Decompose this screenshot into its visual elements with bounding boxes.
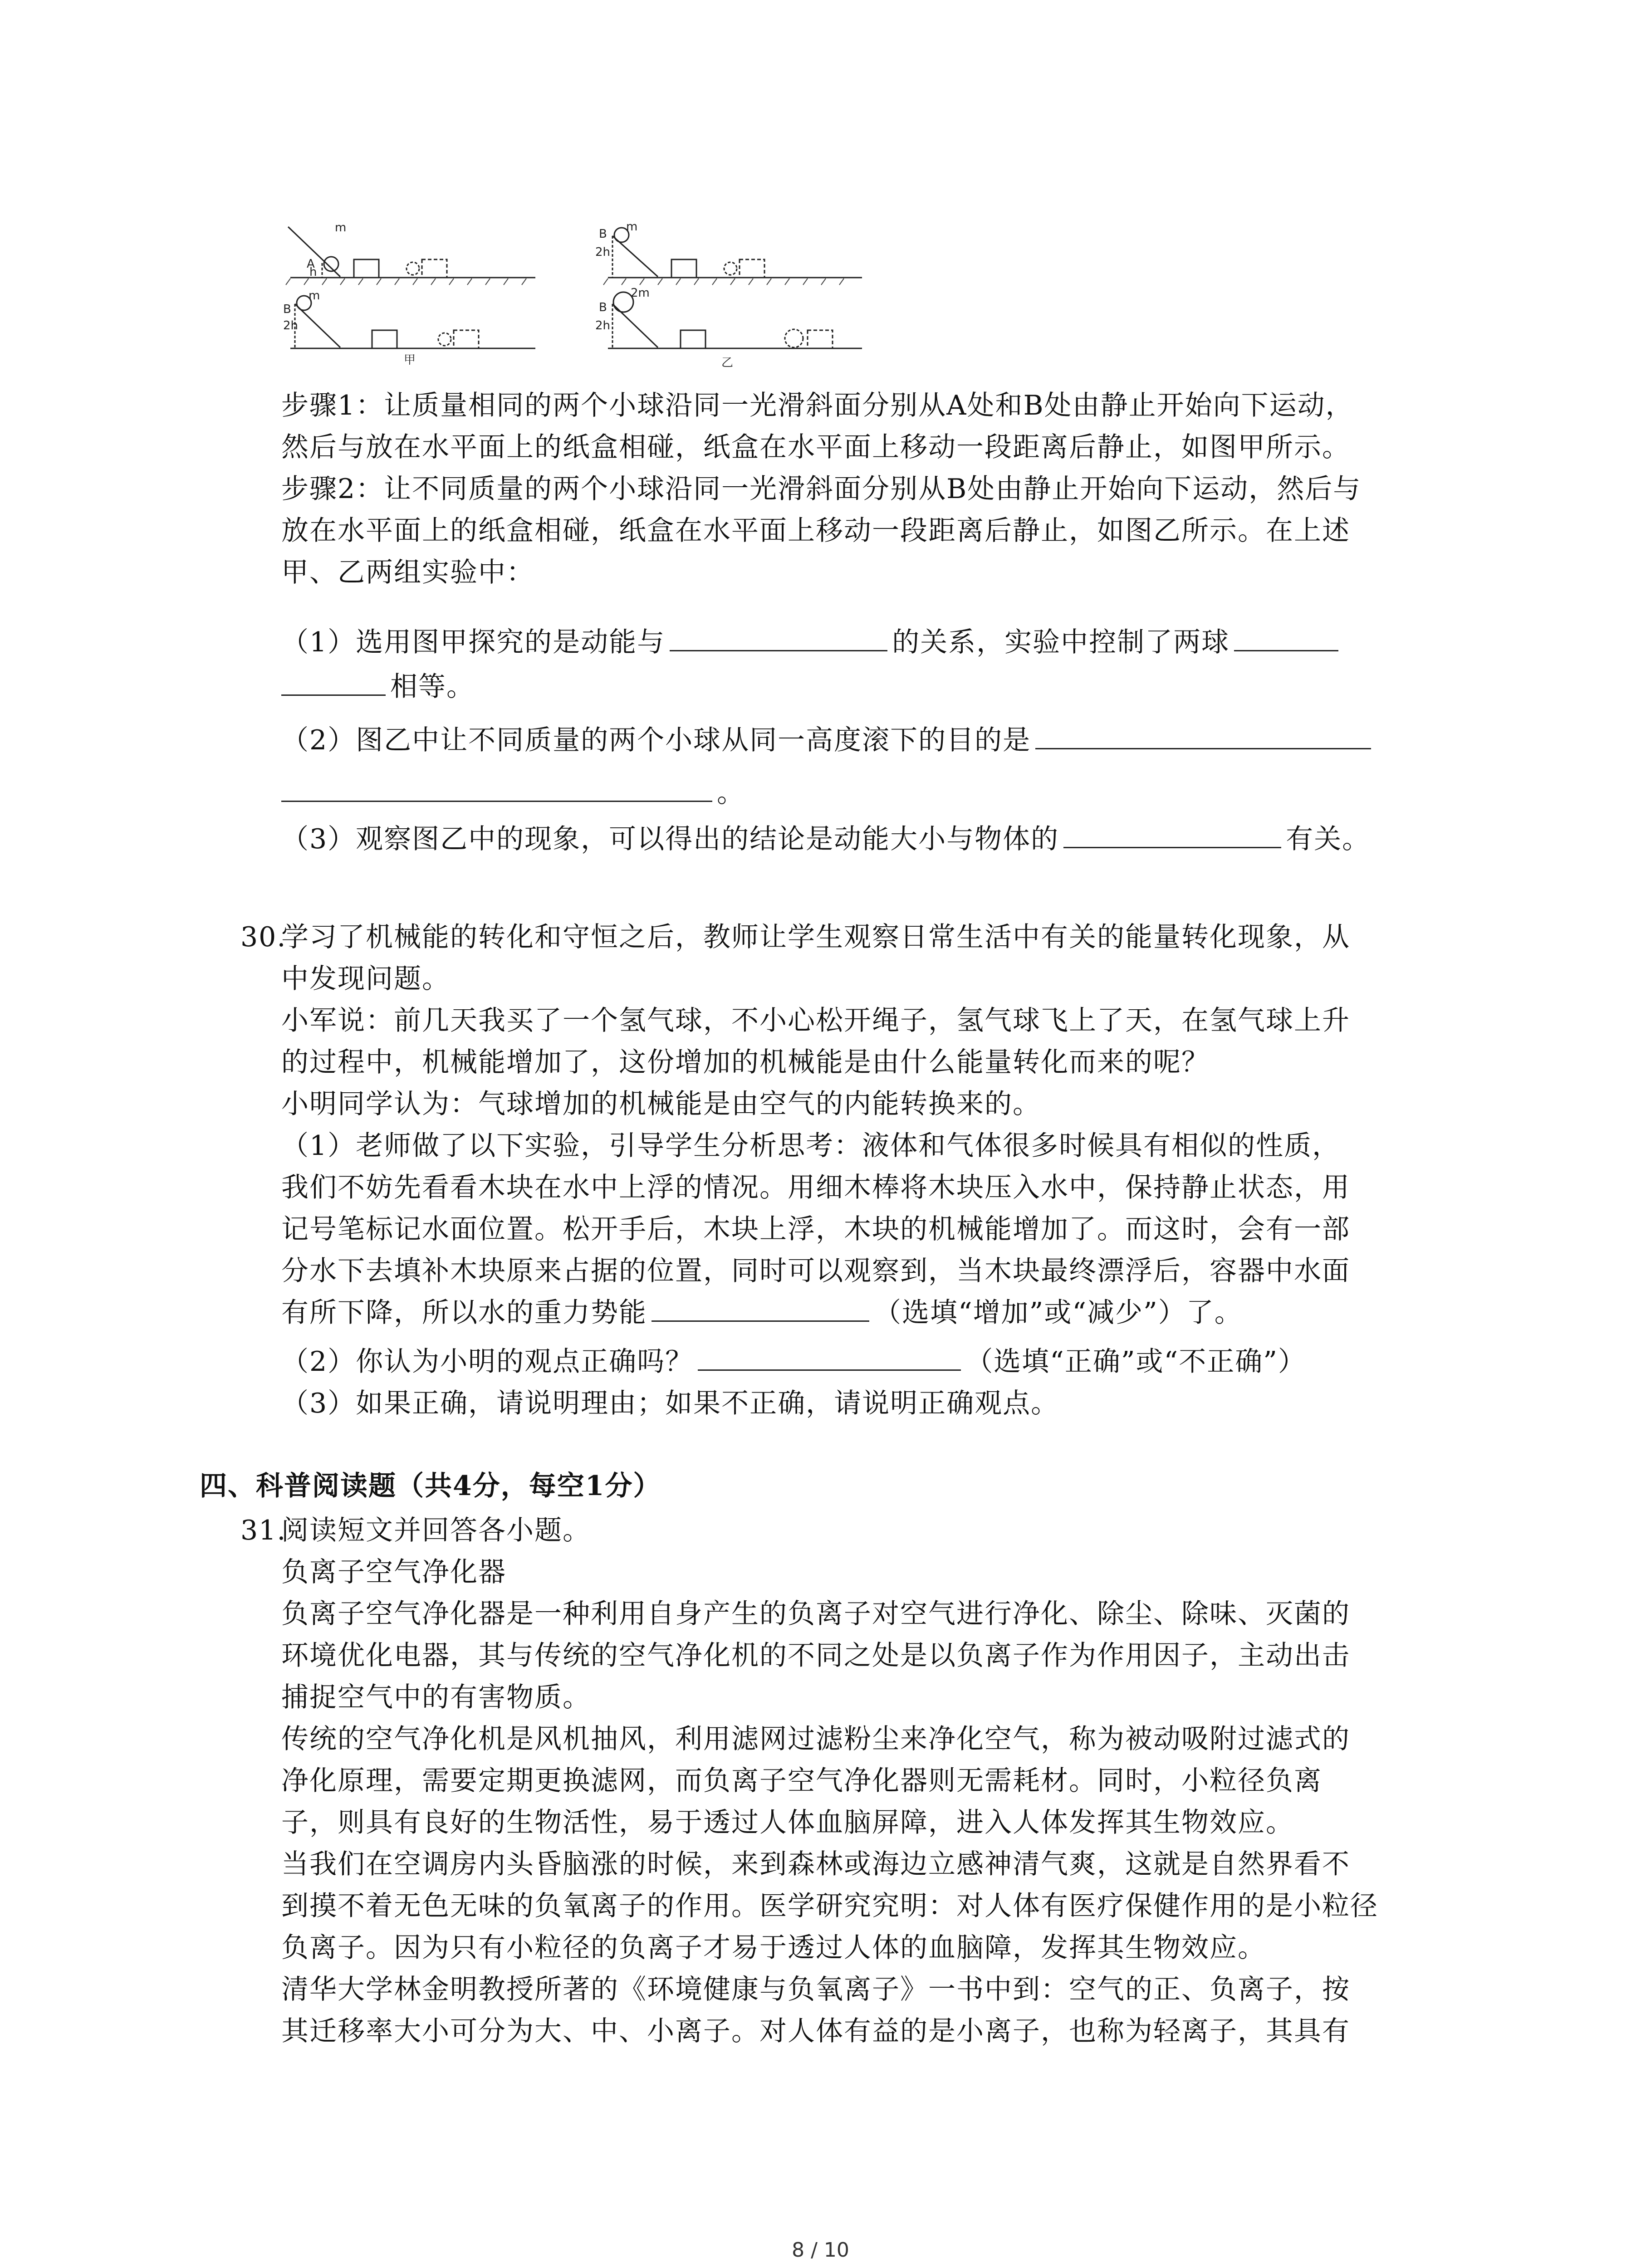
q31-para3-line2: 到摸不着无色无味的负氧离子的作用。医学研究究明：对人体有医疗保健作用的是小粒径: [281, 1890, 1378, 1922]
q29-sub3-text-b: 有关。: [1286, 823, 1371, 855]
answer-blank-3[interactable]: [281, 672, 386, 696]
label-h: h: [309, 265, 317, 279]
label-m-3: m: [626, 222, 638, 234]
q31-para2-line1: 传统的空气净化机是风机抽风，利用滤网过滤粉尘来净化空气，称为被动吸附过滤式的: [281, 1723, 1350, 1755]
answer-blank-4[interactable]: [1035, 725, 1371, 749]
label-2m: 2m: [631, 286, 650, 300]
q31-para2-line2: 净化原理，需要定期更换滤网，而负离子空气净化器则无需耗材。同时，小粒径负离: [281, 1765, 1322, 1797]
q29-sub2-line2: [277, 777, 745, 809]
q29-sub1-line2: [277, 670, 475, 703]
q31-para3-line3: 负离子。因为只有小粒径的负离子才易于透过人体的血脑障，发挥其生物效应。: [281, 1932, 1266, 1964]
q30-xiaojun-line1: 小军说：前几天我买了一个氢气球，不小心松开绳子，氢气球飞上了天，在氢气球上升: [281, 1005, 1350, 1036]
q29-step1-line1: 步骤1：让质量相同的两个小球沿同一光滑斜面分别从A处和B处由静止开始向下运动，: [281, 390, 1354, 421]
q29-step2-line1: 步骤2：让不同质量的两个小球沿同一光滑斜面分别从B处由静止开始向下运动，然后与: [281, 473, 1362, 505]
label-A: A: [307, 257, 315, 271]
q30-sub3: （3）如果正确，请说明理由；如果不正确，请说明正确观点。: [281, 1388, 1059, 1419]
q30-sub1-line3: 记号笔标记水面位置。松开手后，木块上浮，木块的机械能增加了。而这时，会有一部: [281, 1213, 1350, 1245]
section4-title: 四、科普阅读题（共4分，每空1分）: [200, 1470, 661, 1502]
answer-blank-8[interactable]: [698, 1347, 961, 1371]
q31-para3-line1: 当我们在空调房内头昏脑涨的时候，来到森林或海边立感神清气爽，这就是自然界看不: [281, 1848, 1350, 1880]
q31-para4-line2: 其迁移率大小可分为大、中、小离子。对人体有益的是小离子，也称为轻离子，其具有: [281, 2015, 1350, 2047]
label-m-1: m: [335, 222, 347, 235]
q31-para2-line3: 子，则具有良好的生物活性，易于透过人体血脑屏障，进入人体发挥其生物效应。: [281, 1807, 1294, 1838]
q29-sub3-text-a: （3）观察图乙中的现象，可以得出的结论是动能大小与物体的: [281, 823, 1059, 855]
incline-ball-diagrams: [281, 222, 871, 367]
q30-sub1-line5: [281, 1296, 1243, 1329]
figure-label-jia: 甲: [404, 353, 416, 367]
q29-step2-line2: 放在水平面上的纸盒相碰，纸盒在水平面上移动一段距离后静止，如图乙所示。在上述: [281, 515, 1350, 547]
figure-label-yi: 乙: [721, 356, 734, 367]
label-2h-2: 2h: [595, 245, 611, 259]
label-m-2: m: [309, 289, 320, 303]
q31-para1-line2: 环境优化电器，其与传统的空气净化机的不同之处是以负离子作为作用因子，主动出击: [281, 1640, 1350, 1672]
q30-intro-line1: 学习了机械能的转化和守恒之后，教师让学生观察日常生活中有关的能量转化现象，从: [281, 921, 1350, 953]
q29-step2-line3: 甲、乙两组实验中：: [281, 557, 534, 588]
q30-sub1-line4: 分水下去填补木块原来占据的位置，同时可以观察到，当木块最终漂浮后，容器中水面: [281, 1255, 1350, 1287]
q29-sub1-text-a: （1）选用图甲探究的是动能与: [281, 626, 666, 658]
q30-sub1-line1: （1）老师做了以下实验，引导学生分析思考：液体和气体很多时候具有相似的性质，: [281, 1130, 1341, 1162]
answer-blank-7[interactable]: [652, 1298, 869, 1322]
q29-sub1-line1: [281, 626, 1343, 659]
answer-blank-1[interactable]: [670, 627, 887, 651]
q29-sub2-line1: [281, 724, 1376, 757]
experiment-figure: [281, 222, 871, 367]
q31-article-title: 负离子空气净化器: [281, 1556, 506, 1588]
label-2h-1: 2h: [283, 319, 299, 332]
answer-blank-5[interactable]: [281, 778, 712, 802]
q30-sub1-text-a: 有所下降，所以水的重力势能: [281, 1297, 647, 1329]
q31-intro: 阅读短文并回答各小题。: [281, 1515, 591, 1546]
q29-sub2-text-b: 。: [717, 777, 745, 809]
label-2h-3: 2h: [595, 319, 611, 332]
answer-blank-2[interactable]: [1234, 627, 1338, 651]
label-B-2: B: [599, 227, 607, 241]
q31-para1-line1: 负离子空气净化器是一种利用自身产生的负离子对空气进行净化、除尘、除味、灭菌的: [281, 1598, 1350, 1630]
label-B-3: B: [599, 301, 607, 314]
q29-sub3-line: [281, 823, 1370, 855]
label-B-1: B: [283, 303, 291, 316]
q31-number: 31.: [240, 1515, 287, 1546]
q30-sub2-text-a: （2）你认为小明的观点正确吗？: [281, 1346, 694, 1378]
q29-sub2-text-a: （2）图乙中让不同质量的两个小球从同一高度滚下的目的是: [281, 724, 1031, 756]
q30-xiaoming: 小明同学认为：气球增加的机械能是由空气的内能转换来的。: [281, 1088, 1041, 1120]
q29-sub1-text-c: 相等。: [390, 671, 475, 703]
q30-sub2-text-b: （选填“正确”或“不正确”）: [965, 1346, 1306, 1378]
q31-para4-line1: 清华大学林金明教授所著的《环境健康与负氧离子》一书中到：空气的正、负离子，按: [281, 1974, 1350, 2005]
q30-sub1-line2: 我们不妨先看看木块在水中上浮的情况。用细木棒将木块压入水中，保持静止状态，用: [281, 1172, 1350, 1203]
q30-sub2-line: [281, 1345, 1306, 1378]
q30-number: 30.: [240, 921, 287, 953]
q30-sub1-text-b: （选填“增加”或“减少”）了。: [874, 1297, 1243, 1329]
q29-sub1-text-b: 的关系，实验中控制了两球: [892, 626, 1230, 658]
q29-step1-line2: 然后与放在水平面上的纸盒相碰，纸盒在水平面上移动一段距离后静止，如图甲所示。: [281, 431, 1350, 463]
answer-blank-6[interactable]: [1063, 824, 1281, 848]
q31-para1-line3: 捕捉空气中的有害物质。: [281, 1681, 591, 1713]
q30-intro-line2: 中发现问题。: [281, 963, 450, 995]
page-number: 8 / 10: [792, 2239, 849, 2262]
q30-xiaojun-line2: 的过程中，机械能增加了，这份增加的机械能是由什么能量转化而来的呢？: [281, 1046, 1210, 1078]
